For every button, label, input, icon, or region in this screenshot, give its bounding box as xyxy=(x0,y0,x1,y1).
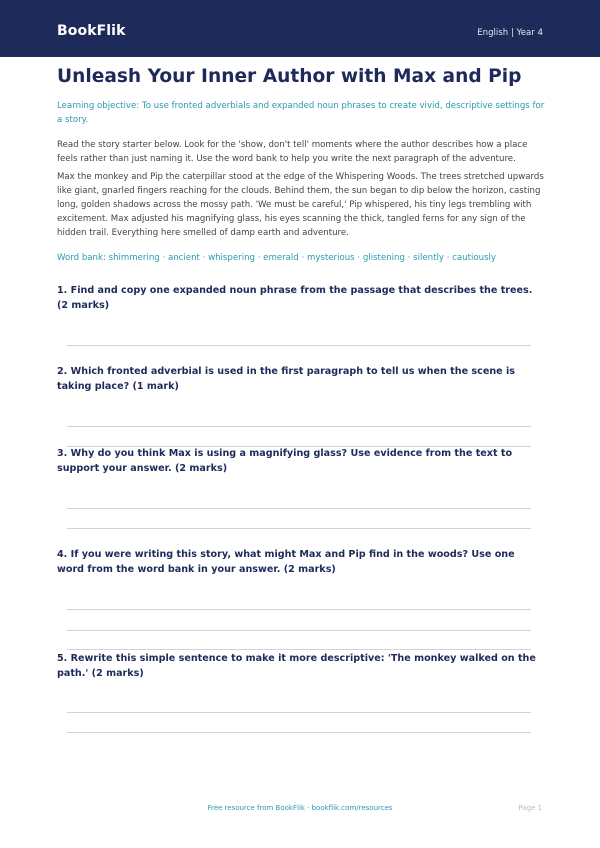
word-bank: Word bank: shimmering · ancient · whispering · emerald · mysterious · glistening · silently · cautiously xyxy=(57,253,497,263)
question-5: 5. Rewrite this simple sentence to make it more descriptive: 'The monkey walked on the path.' (2 marks) xyxy=(57,653,536,679)
answer-line[interactable] xyxy=(67,528,531,529)
answer-line[interactable] xyxy=(67,426,531,427)
question-4: 4. If you were writing this story, what might Max and Pip find in the woods? Use one word from the word bank in your answer. (2 marks) xyxy=(57,549,515,575)
answer-line[interactable] xyxy=(67,712,531,713)
answer-line[interactable] xyxy=(67,630,531,631)
answer-line[interactable] xyxy=(67,609,531,610)
answer-line[interactable] xyxy=(67,345,531,346)
story-passage: Max the monkey and Pip the caterpillar stood at the edge of the Whispering Woods. The trees stretched upwards like giant, gnarled fingers reaching for the clouds. Behind them, the sun began to dip below the horizon, casting long, golden shadows across the mossy path. 'We must be careful,' Pip whispered, his tiny legs trembling with excitement. Max adjusted his magnifying glass, his eyes scanning the thick, tangled ferns for any sign of the hidden trail. Everything here smelled of damp earth and adventure. xyxy=(57,172,544,238)
page-number: Page 1 xyxy=(518,804,542,812)
footer xyxy=(0,802,600,816)
answer-line[interactable] xyxy=(67,649,531,650)
learning-objective: Learning objective: To use fronted adverbials and expanded noun phrases to create vivid, descriptive settings for a story. xyxy=(57,101,545,125)
question-2: 2. Which fronted adverbial is used in the first paragraph to tell us when the scene is taking place? (1 mark) xyxy=(57,366,516,392)
answer-line[interactable] xyxy=(67,508,531,509)
page-title: Unleash Your Inner Author with Max and Pip xyxy=(57,66,522,87)
subject-year-label: English | Year 4 xyxy=(477,28,543,38)
question-1: 1. Find and copy one expanded noun phrase from the passage that describes the trees. (2 marks) xyxy=(57,285,533,311)
question-3: 3. Why do you think Max is using a magnifying glass? Use evidence from the text to support your answer. (2 marks) xyxy=(57,448,513,474)
footer-source-link[interactable]: Free resource from BookFlik · bookflik.com/resources xyxy=(207,804,393,812)
brand-logo[interactable]: BookFlik xyxy=(57,23,126,39)
header-bar xyxy=(0,0,600,57)
intro-paragraph: Read the story starter below. Look for the 'show, don't tell' moments where the author describes how a place feels rather than just naming it. Use the word bank to help you write the next paragraph of the adventure. xyxy=(57,140,528,164)
answer-line[interactable] xyxy=(67,732,531,733)
